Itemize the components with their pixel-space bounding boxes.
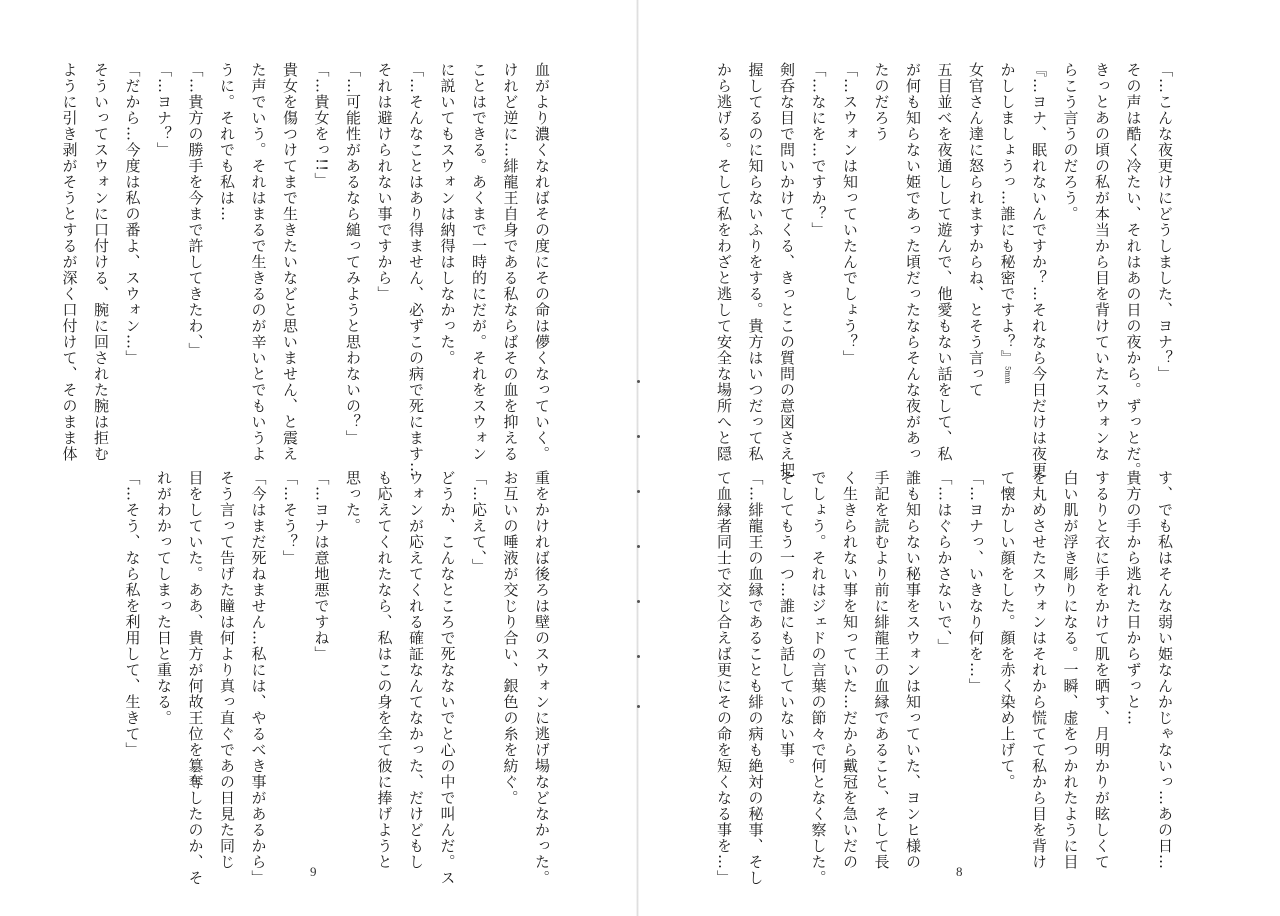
text-line: 重をかければ後ろは壁のスウォンに逃げ場などなかった。 bbox=[533, 470, 551, 886]
text-line: ことはできる。あくまで一時的にだが。それをスウォン bbox=[470, 62, 488, 462]
text-line: 思った。 bbox=[344, 470, 362, 534]
text-line: て血縁者同士で交じ合えば更にその命を短くなる事を…」 bbox=[715, 470, 733, 886]
text-line: 「…スウォンは知っていたんでしょう？」 bbox=[841, 62, 859, 366]
page-8-lower-text bbox=[708, 470, 1181, 886]
text-line: 「…貴方の勝手を今まで許してきたわ、」 bbox=[186, 62, 205, 359]
text-line: 握してるのに知らないふりをする。貴方はいつだって私 bbox=[746, 62, 765, 462]
text-line: 「…はぐらかさないで、」 bbox=[935, 470, 954, 655]
text-line: 「…緋龍王の血縁であることも緋の病も絶対の秘事、そし bbox=[746, 470, 765, 886]
text-line: そう言って告げた瞳は何より真っ直ぐであの日見た同じ bbox=[218, 470, 236, 870]
text-line: た声でいう。それはまるで生きるのが辛いとでもいうよ bbox=[249, 62, 268, 462]
text-line: 「…そんなことはあり得ません、必ずこの病で死にます… bbox=[407, 62, 425, 478]
text-line: 「…そう？」 bbox=[281, 470, 299, 566]
text-line: そしてもう一つ…誰にも話していない事。 bbox=[778, 470, 796, 774]
text-line: 誰も知らない秘事をスウォンは知っていた、ヨンヒ様の bbox=[904, 470, 922, 870]
text-line: に説いてもスウォンは納得はしなかった。 bbox=[438, 62, 457, 366]
text-line: かししましょうっ…誰にも秘密ですよ？』5mm bbox=[998, 62, 1017, 384]
ruby-note: 5mm bbox=[1003, 366, 1012, 384]
page-8 bbox=[640, 0, 1280, 916]
text-line: 貴方の手から逃れた日からずっと… bbox=[1124, 470, 1143, 726]
text-line: うに。それでも私は… bbox=[218, 62, 236, 222]
text-line: を丸めさせたスウォンはそれから慌てて私から目を背け bbox=[1030, 470, 1048, 870]
text-line: が何も知らない姫であった頃だったならそんな夜があっ bbox=[904, 62, 922, 462]
text-line: 白い肌が浮き彫りになる。一瞬、虚をつかれたように目 bbox=[1061, 470, 1080, 870]
text-line: す、でも私はそんな弱い姫なんかじゃないっ…あの日… bbox=[1156, 470, 1174, 870]
text-line: その声は酷く冷たい、それはあの日の夜から。ずっとだ。 bbox=[1124, 62, 1143, 478]
text-line: 目をしていた。ああ、貴方が何故王位を簒奪したのか、そ bbox=[186, 470, 205, 886]
text-line: も応えてくれたなら、私はこの身を全て彼に捧げようと bbox=[375, 470, 394, 870]
text-line: きっとあの頃の私が本当から目を背けていたスウォンな bbox=[1093, 62, 1111, 462]
text-line: 女官さん達に怒られますからね、とそう言って bbox=[967, 62, 985, 398]
text-line: 「…応えて、」 bbox=[470, 470, 488, 575]
text-line: 「…貴女をっ!!」 bbox=[312, 62, 331, 189]
text-line: 『…ヨナ、眠れないんですか？…それなら今日だけは夜更 bbox=[1030, 62, 1048, 478]
text-line: て懐かしい顔をした。顔を赤く染め上げて。 bbox=[998, 470, 1017, 790]
page-8-upper-text bbox=[708, 62, 1181, 478]
page-number: 9 bbox=[310, 864, 317, 879]
text-line: 「…ヨナっ、いきなり何を…」 bbox=[967, 470, 985, 694]
text-line: そういってスウォンに口付ける、腕に回された腕は拒む bbox=[92, 62, 110, 462]
text-line: けれど逆に…緋龍王自身である私ならばその血を抑える bbox=[501, 62, 520, 462]
text-line: 手記を読むより前に緋龍王の血縁であること、そして長 bbox=[872, 470, 891, 870]
text-line: それは避けられない事ですから」 bbox=[375, 62, 394, 302]
text-line: 剣呑な目で問いかけてくる、きっとこの質問の意図さえ把 bbox=[778, 62, 796, 478]
text-line: 「…ヨナは意地悪ですね」 bbox=[312, 470, 331, 662]
text-line: く生きられない事を知っていた…だから戴冠を急いだの bbox=[841, 470, 859, 870]
text-line: らこう言うのだろう。 bbox=[1061, 62, 1080, 222]
text-line: どうか、こんなところで死なないでと心の中で叫んだ。ス bbox=[438, 470, 457, 886]
text-line: 「…可能性があるなら縋ってみようと思わないの？」 bbox=[344, 62, 362, 446]
text-line: 「…そう、なら私を利用して、生きて」 bbox=[123, 470, 142, 758]
page-number: 8 bbox=[956, 864, 963, 879]
text-line: するりと衣に手をかけて肌を晒す、月明かりが眩しくて bbox=[1093, 470, 1111, 870]
page-9-upper-text bbox=[53, 62, 557, 478]
text-line: 「今はまだ死ねません…私には、やるべき事があるから」 bbox=[249, 470, 268, 886]
page-9-lower-text bbox=[116, 470, 557, 886]
text-line: 「…こんな夜更けにどうしました、ヨナ？」 bbox=[1156, 62, 1174, 382]
text-line: 貴女を傷つけてまで生きたいなどと思いません、と震え bbox=[281, 62, 299, 462]
text-line: お互いの唾液が交じり合い、銀色の糸を紡ぐ。 bbox=[501, 470, 520, 806]
text-line: 五目並べを夜通しして遊んで、他愛もない話をして、私 bbox=[935, 62, 954, 462]
text-line: 血がより濃くなればその度にその命は儚くなっていく。 bbox=[533, 62, 551, 462]
text-line: れがわかってしまった日と重なる。 bbox=[155, 470, 173, 726]
text-line: 「…ヨナ？」 bbox=[155, 62, 173, 158]
text-line: 「…なにを…ですか？」 bbox=[809, 62, 828, 238]
text-line: ように引き剥がそうとするが深く口付けて、そのまま体 bbox=[60, 62, 79, 462]
text-line: でしょう。それはジェドの言葉の節々で何となく察した。 bbox=[809, 470, 828, 886]
text-line: から逃げる。そして私をわざと逃して安全な場所へと隠 bbox=[715, 62, 733, 462]
text-line: ウォンが応えてくれる確証なんてなかった、だけどもし bbox=[407, 470, 425, 870]
text-line: たのだろう bbox=[872, 62, 891, 142]
text-line: 「だから…今度は私の番よ、スウォン…」 bbox=[123, 62, 142, 366]
